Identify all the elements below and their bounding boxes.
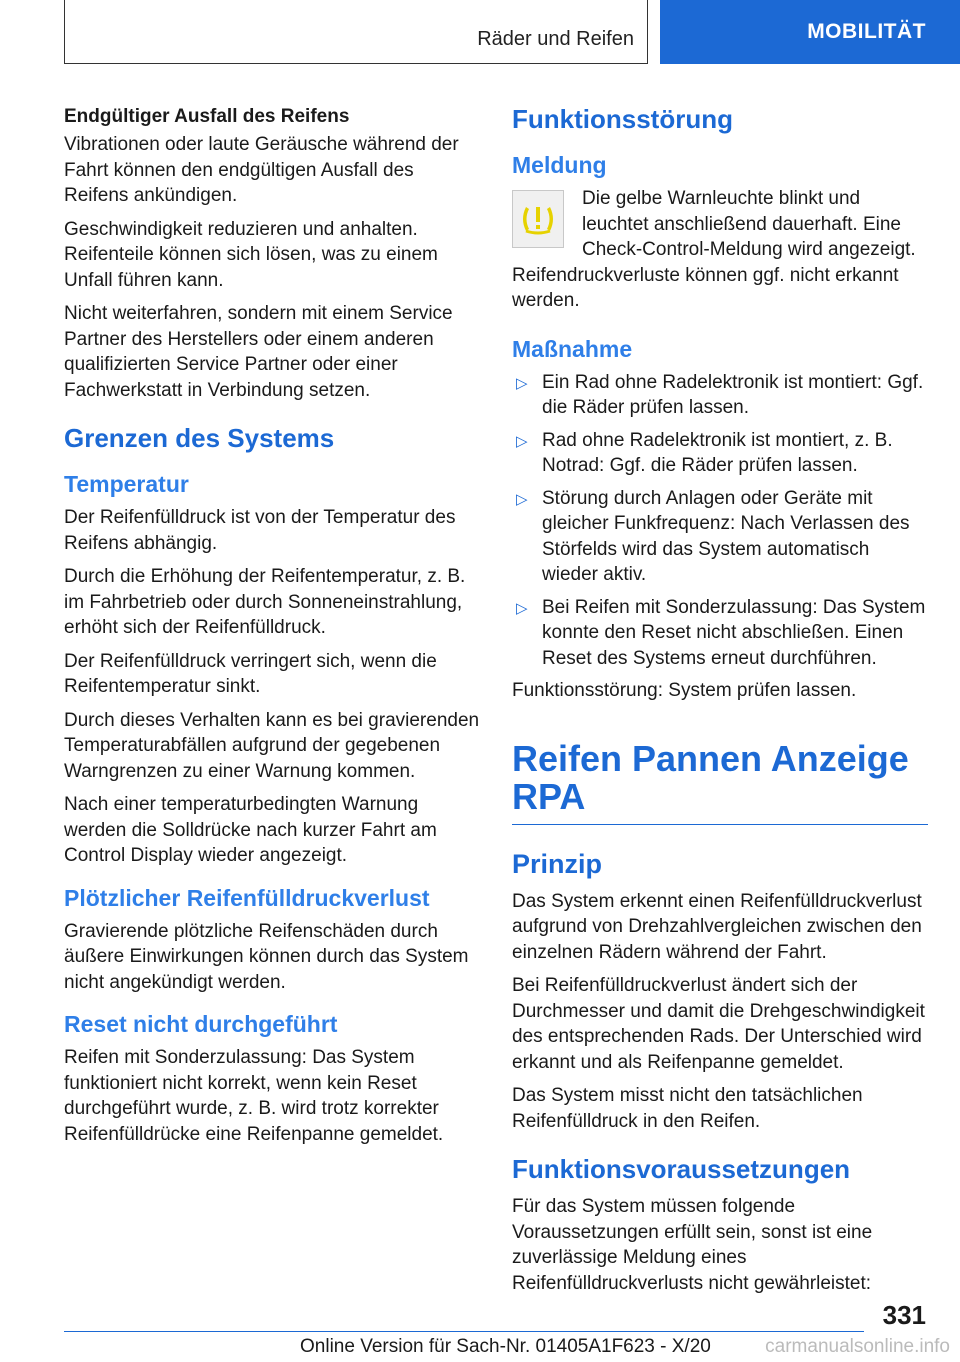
online-version-note: Online Version für Sach-Nr. 01405A1F623 - X/20 (300, 1336, 711, 1357)
measure-item-text: Rad ohne Radelektronik ist montiert, z. B. Notrad: Ggf. die Räder prüfen lassen. (542, 429, 893, 476)
list-item (512, 595, 928, 672)
final-failure-paragraph-2: Geschwindigkeit reduzieren und anhalten. Reifenteile können sich lösen, was zu einem Unfall führen kann. (64, 218, 438, 291)
principle-paragraph-3: Das System misst nicht den tatsächlichen Reifenfülldruck in den Reifen. (512, 1085, 863, 1132)
prerequisites-heading: Funktionsvoraussetzungen (512, 1154, 851, 1184)
triangle-bullet-icon: ▷ (516, 599, 528, 617)
right-column (512, 100, 928, 1304)
list-item (512, 428, 928, 479)
triangle-bullet-icon: ▷ (516, 432, 528, 450)
final-failure-heading: Endgültiger Ausfall des Reifens (64, 106, 350, 127)
temperature-paragraph-3: Der Reifenfülldruck verringert sich, wenn die Reifentemperatur sinkt. (64, 650, 437, 697)
principle-heading: Prinzip (512, 848, 603, 879)
sudden-loss-paragraph: Gravierende plötzliche Reifenschäden durch äußere Einwirkungen können durch das System nicht angekündigt werden. (64, 920, 469, 993)
reset-paragraph: Reifen mit Sonderzulassung: Das System funktioniert nicht korrekt, wenn kein Reset durchgeführt wurde, z. B. wird trotz korrekter Reifenfülldrücke eine Reifenpanne gemeldet. (64, 1047, 444, 1145)
measure-item-text: Bei Reifen mit Sonderzulassung: Das System konnte den Reset nicht abschließen. Einen Reset des Systems erneut durchführen. (542, 596, 926, 669)
message-paragraph: Die gelbe Warnleuchte blinkt und leuchtet anschließend dauerhaft. Eine Check-Control-Meldung wird angezeigt. Reifendruckverluste können ggf. nicht erkannt werden. (512, 188, 916, 311)
prerequisites-paragraph: Für das System müssen folgende Voraussetzungen erfüllt sein, sonst ist eine zuverlässige Meldung eines Reifenfülldruckverlusts nicht gewährleistet: (512, 1196, 873, 1294)
tire-pressure-warning-icon (512, 190, 564, 248)
principle-paragraph-1: Das System erkennt einen Reifenfülldruckverlust aufgrund von Drehzahlvergleichen zwischen den einzelnen Rädern während der Fahrt. (512, 890, 922, 963)
measure-list (512, 370, 928, 672)
triangle-bullet-icon: ▷ (516, 374, 528, 392)
temperature-paragraph-2: Durch die Erhöhung der Reifentemperatur, z. B. im Fahrbetrieb oder durch Sonneneinstrahlung, erhöht sich der Reifenfülldruck. (64, 566, 466, 638)
triangle-bullet-icon: ▷ (516, 490, 528, 508)
temperature-paragraph-4: Durch dieses Verhalten kann es bei gravierenden Temperaturabfällen aufgrund der gegebenen Warngrenzen zu einer Warnung kommen. (64, 709, 480, 782)
list-item (512, 370, 928, 421)
final-failure-paragraph-3: Nicht weiterfahren, sondern mit einem Service Partner des Herstellers oder einem anderen qualifizierten Service Partner oder einer Fachwerkstatt in Verbindung setzen. (64, 303, 453, 401)
section-title: Räder und Reifen (477, 28, 634, 50)
malfunction-heading: Funktionsstörung (512, 104, 733, 134)
sudden-loss-heading: Plötzlicher Reifenfülldruckverlust (64, 884, 430, 911)
footer-divider (64, 1331, 864, 1332)
temperature-paragraph-5: Nach einer temperaturbedingten Warnung werden die Solldrücke nach kurzer Fahrt am Control Display wieder angezeigt. (64, 794, 437, 866)
measure-item-text: Störung durch Anlagen oder Geräte mit gleicher Funkfrequenz: Nach Verlassen des Störfelds wird das System automatisch wieder aktiv. (542, 487, 910, 585)
limits-heading: Grenzen des Systems (64, 423, 335, 453)
message-heading: Meldung (512, 152, 607, 178)
watermark: carmanualsonline.info (765, 1336, 950, 1357)
left-column (64, 100, 480, 1155)
rpa-heading: Reifen Pannen Anzeige RPA (512, 740, 928, 825)
measure-item-text: Ein Rad ohne Radelektronik ist montiert: Ggf. die Räder prüfen lassen. (542, 371, 924, 418)
chapter-tab[interactable]: MOBILITÄT (660, 0, 960, 64)
final-failure-paragraph-1: Vibrationen oder laute Geräusche während der Fahrt können den endgültigen Ausfall des Reifens ankündigen. (64, 134, 459, 206)
warning-block (512, 186, 928, 314)
temperature-heading: Temperatur (64, 471, 189, 497)
principle-paragraph-2: Bei Reifenfülldruckverlust ändert sich der Durchmesser und damit die Drehgeschwindigkeit des entsprechenden Rads. Der Unterschied wird erkannt und als Reifenpanne gemeldet. (512, 975, 925, 1073)
malfunction-paragraph: Funktionsstörung: System prüfen lassen. (512, 680, 857, 701)
page-number: 331 (882, 1300, 926, 1330)
temperature-paragraph-1: Der Reifenfülldruck ist von der Temperatur des Reifens abhängig. (64, 507, 456, 554)
measure-heading: Maßnahme (512, 335, 633, 362)
reset-heading: Reset nicht durchgeführt (64, 1011, 338, 1037)
list-item (512, 486, 928, 588)
